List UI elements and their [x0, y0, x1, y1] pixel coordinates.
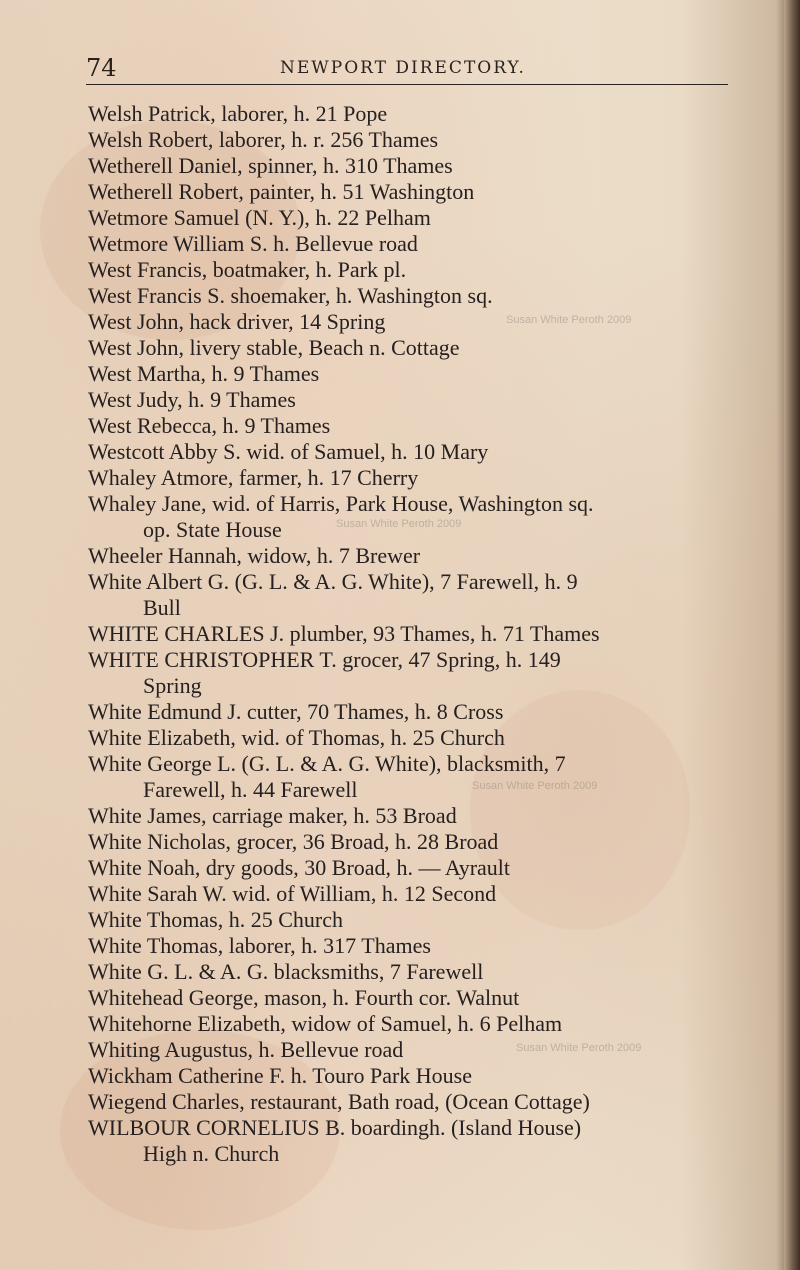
directory-entry: West Francis, boatmaker, h. Park pl.	[88, 257, 407, 282]
directory-entry: White Nicholas, grocer, 36 Broad, h. 28 Broad	[88, 829, 499, 854]
directory-entry: West Judy, h. 9 Thames	[88, 387, 296, 412]
directory-entry: Whiting Augustus, h. Bellevue road	[88, 1037, 404, 1062]
page-number: 74	[86, 54, 117, 82]
running-title: NEWPORT DIRECTORY.	[280, 58, 526, 78]
directory-entry: West Martha, h. 9 Thames	[88, 361, 320, 386]
directory-entry: White Elizabeth, wid. of Thomas, h. 25 Church	[88, 725, 505, 750]
directory-entry: WHITE CHARLES J. plumber, 93 Thames, h. 71 Thames	[88, 621, 600, 646]
directory-entry: Wetherell Robert, painter, h. 51 Washington	[88, 179, 475, 204]
directory-entry: Welsh Patrick, laborer, h. 21 Pope	[88, 101, 388, 126]
directory-entry: West Francis S. shoemaker, h. Washington sq.	[88, 283, 493, 308]
directory-entry: Wheeler Hannah, widow, h. 7 Brewer	[88, 543, 421, 568]
directory-entry: Westcott Abby S. wid. of Samuel, h. 10 Mary	[88, 439, 489, 464]
directory-entry: Wetmore William S. h. Bellevue road	[88, 231, 418, 256]
directory-entry: White Thomas, laborer, h. 317 Thames	[88, 933, 431, 958]
directory-entry: Wiegend Charles, restaurant, Bath road, (Ocean Cottage)	[88, 1089, 590, 1114]
watermark: Susan White Peroth 2009	[516, 1042, 642, 1054]
directory-entry: White G. L. & A. G. blacksmiths, 7 Farewell	[88, 959, 484, 984]
directory-entry: White James, carriage maker, h. 53 Broad	[88, 803, 457, 828]
directory-entry: White Albert G. (G. L. & A. G. White), 7 Farewell, h. 9 Bull	[88, 569, 578, 620]
directory-entry: West John, hack driver, 14 Spring	[88, 309, 386, 334]
directory-entry: WILBOUR CORNELIUS B. boardingh. (Island House) High n. Church	[88, 1115, 582, 1166]
directory-entry: White Edmund J. cutter, 70 Thames, h. 8 Cross	[88, 699, 504, 724]
watermark: Susan White Peroth 2009	[336, 518, 462, 530]
watermark: Susan White Peroth 2009	[506, 314, 632, 326]
directory-entry: West Rebecca, h. 9 Thames	[88, 413, 331, 438]
directory-entry: Whaley Atmore, farmer, h. 17 Cherry	[88, 465, 419, 490]
directory-entry: White Thomas, h. 25 Church	[88, 907, 343, 932]
directory-entry: Wetmore Samuel (N. Y.), h. 22 Pelham	[88, 205, 431, 230]
directory-entry: White Sarah W. wid. of William, h. 12 Second	[88, 881, 497, 906]
book-spine	[784, 0, 800, 1270]
directory-entry: Whitehorne Elizabeth, widow of Samuel, h. 6 Pelham	[88, 1011, 563, 1036]
watermark: Susan White Peroth 2009	[472, 780, 598, 792]
directory-entry: Wetherell Daniel, spinner, h. 310 Thames	[88, 153, 453, 178]
directory-entry: WHITE CHRISTOPHER T. grocer, 47 Spring, h. 149 Spring	[88, 647, 561, 698]
directory-entry: White Noah, dry goods, 30 Broad, h. — Ayrault	[88, 855, 511, 880]
directory-entry: Welsh Robert, laborer, h. r. 256 Thames	[88, 127, 439, 152]
directory-entry: Wickham Catherine F. h. Touro Park House	[88, 1063, 473, 1088]
directory-entry: West John, livery stable, Beach n. Cottage	[88, 335, 460, 360]
directory-entry: Whitehead George, mason, h. Fourth cor. Walnut	[88, 985, 520, 1010]
page-header	[86, 54, 728, 85]
directory-entries	[88, 101, 740, 1167]
directory-entry: White George L. (G. L. & A. G. White), blacksmith, 7 Farewell, h. 44 Farewell	[88, 751, 566, 802]
directory-entry: Whaley Jane, wid. of Harris, Park House, Washington sq. op. State House	[88, 491, 594, 542]
